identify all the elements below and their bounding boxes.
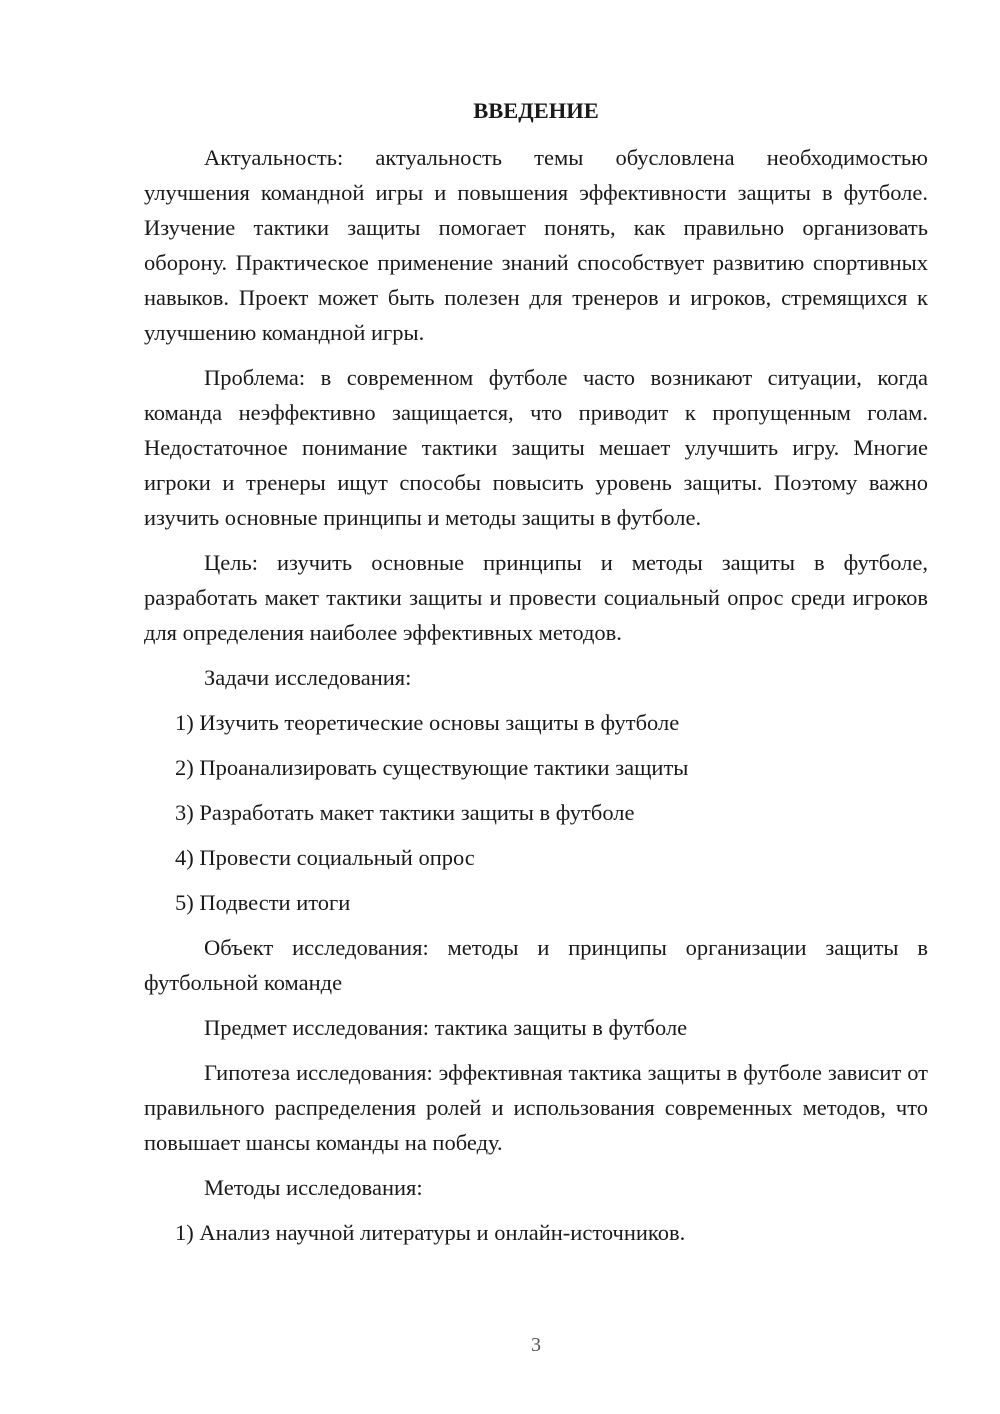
- subject-paragraph: Предмет исследования: тактика защиты в футболе: [204, 1015, 688, 1040]
- section-title: ВВЕДЕНИЕ: [473, 98, 599, 123]
- task-item-3: 3) Разработать макет тактики защиты в футболе: [175, 800, 635, 825]
- tasks-heading: Задачи исследования:: [204, 665, 412, 690]
- task-item-1: 1) Изучить теоретические основы защиты в футболе: [175, 710, 680, 735]
- hypothesis-paragraph: Гипотеза исследования: эффективная тактика защиты в футболе зависит от правильного распределения ролей и использования современных методов, что повышает шансы команды на победу.: [144, 1060, 928, 1155]
- object-paragraph: Объект исследования: методы и принципы организации защиты в футбольной команде: [144, 935, 928, 995]
- goal-paragraph: Цель: изучить основные принципы и методы защиты в футболе, разработать макет тактики защиты и провести социальный опрос среди игроков для определения наиболее эффективных методов.: [144, 550, 928, 645]
- page-body: [144, 94, 928, 1250]
- task-item-5: 5) Подвести итоги: [175, 890, 351, 915]
- page-number: 3: [531, 1334, 541, 1356]
- task-item-2: 2) Проанализировать существующие тактики защиты: [175, 755, 689, 780]
- methods-heading: Методы исследования:: [204, 1175, 423, 1200]
- task-item-4: 4) Провести социальный опрос: [175, 845, 475, 870]
- relevance-paragraph: Актуальность: актуальность темы обусловлена необходимостью улучшения командной игры и повышения эффективности защиты в футболе. Изучение тактики защиты помогает понять, как правильно организовать оборону. Практическое применение знаний способствует развитию спортивных навыков. Проект может быть полезен для тренеров и игроков, стремящихся к улучшению командной игры.: [144, 145, 928, 345]
- problem-paragraph: Проблема: в современном футболе часто возникают ситуации, когда команда неэффективно защищается, что приводит к пропущенным голам. Недостаточное понимание тактики защиты мешает улучшить игру. Многие игроки и тренеры ищут способы повысить уровень защиты. Поэтому важно изучить основные принципы и методы защиты в футболе.: [144, 365, 928, 530]
- method-item-1: 1) Анализ научной литературы и онлайн-источников.: [175, 1220, 686, 1245]
